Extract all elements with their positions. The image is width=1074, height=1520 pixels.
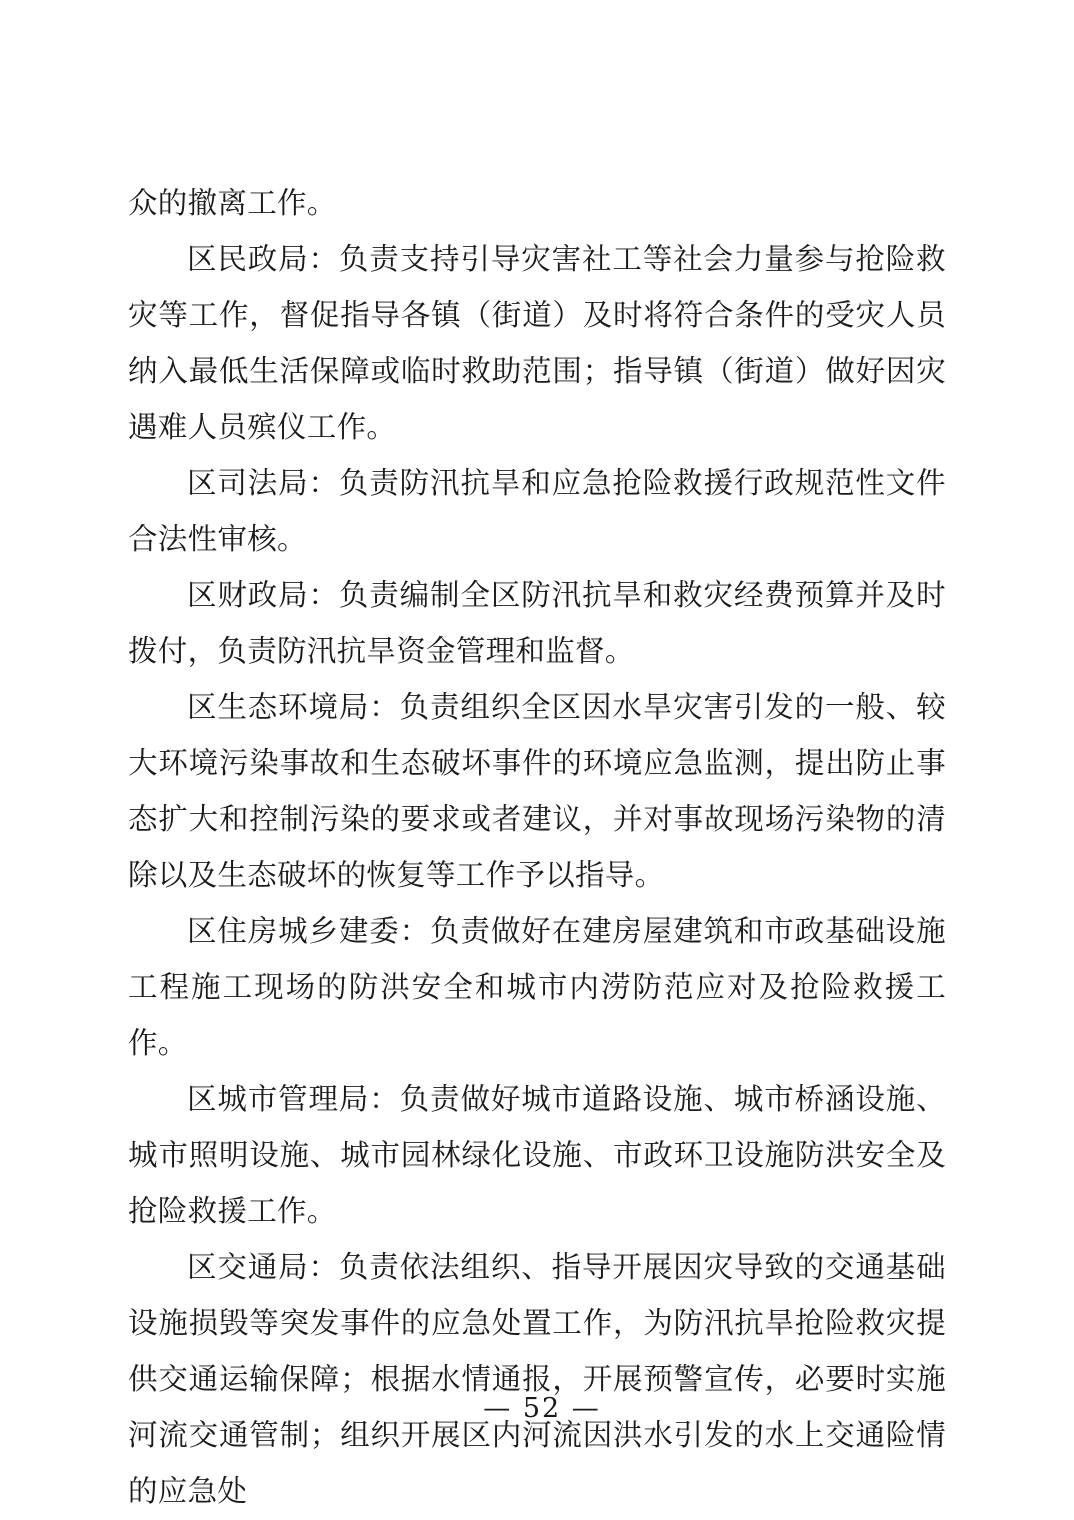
paragraph-eco-environment-bureau: 区生态环境局：负责组织全区因水旱灾害引发的一般、较大环境污染事故和生态破坏事件的环境应急监测，提出防止事态扩大和控制污染的要求或者建议，并对事故现场污染物的清除以及生态破坏的恢复等工作予以指导。 xyxy=(128,690,946,892)
paragraph-finance-bureau: 区财政局：负责编制全区防汛抗旱和救灾经费预算并及时拨付，负责防汛抗旱资金管理和监督。 xyxy=(128,578,946,668)
paragraph-transport-bureau: 区交通局：负责依法组织、指导开展因灾导致的交通基础设施损毁等突发事件的应急处置工作，为防汛抗旱抢险救灾提供交通运输保障；根据水情通报，开展预警宣传，必要时实施河流交通管制；组织开展区内河流因洪水引发的水上交通险情的应急处 xyxy=(128,1250,946,1508)
document-body xyxy=(128,175,946,1519)
paragraph-housing-construction: 区住房城乡建委：负责做好在建房屋建筑和市政基础设施工程施工现场的防洪安全和城市内涝防范应对及抢险救援工作。 xyxy=(128,914,946,1060)
page-number-text: — 52 — xyxy=(483,1393,601,1424)
page-number xyxy=(0,1393,1074,1424)
paragraph-civil-affairs: 区民政局：负责支持引导灾害社工等社会力量参与抢险救灾等工作，督促指导各镇（街道）及时将符合条件的受灾人员纳入最低生活保障或临时救助范围；指导镇（街道）做好因灾遇难人员殡仪工作。 xyxy=(128,242,946,444)
paragraph-city-management-bureau: 区城市管理局：负责做好城市道路设施、城市桥涵设施、城市照明设施、城市园林绿化设施、市政环卫设施防洪安全及抢险救援工作。 xyxy=(128,1082,946,1228)
paragraph-justice-bureau: 区司法局：负责防汛抗旱和应急抢险救援行政规范性文件合法性审核。 xyxy=(128,466,946,556)
paragraph-continuation: 众的撤离工作。 xyxy=(128,186,337,220)
